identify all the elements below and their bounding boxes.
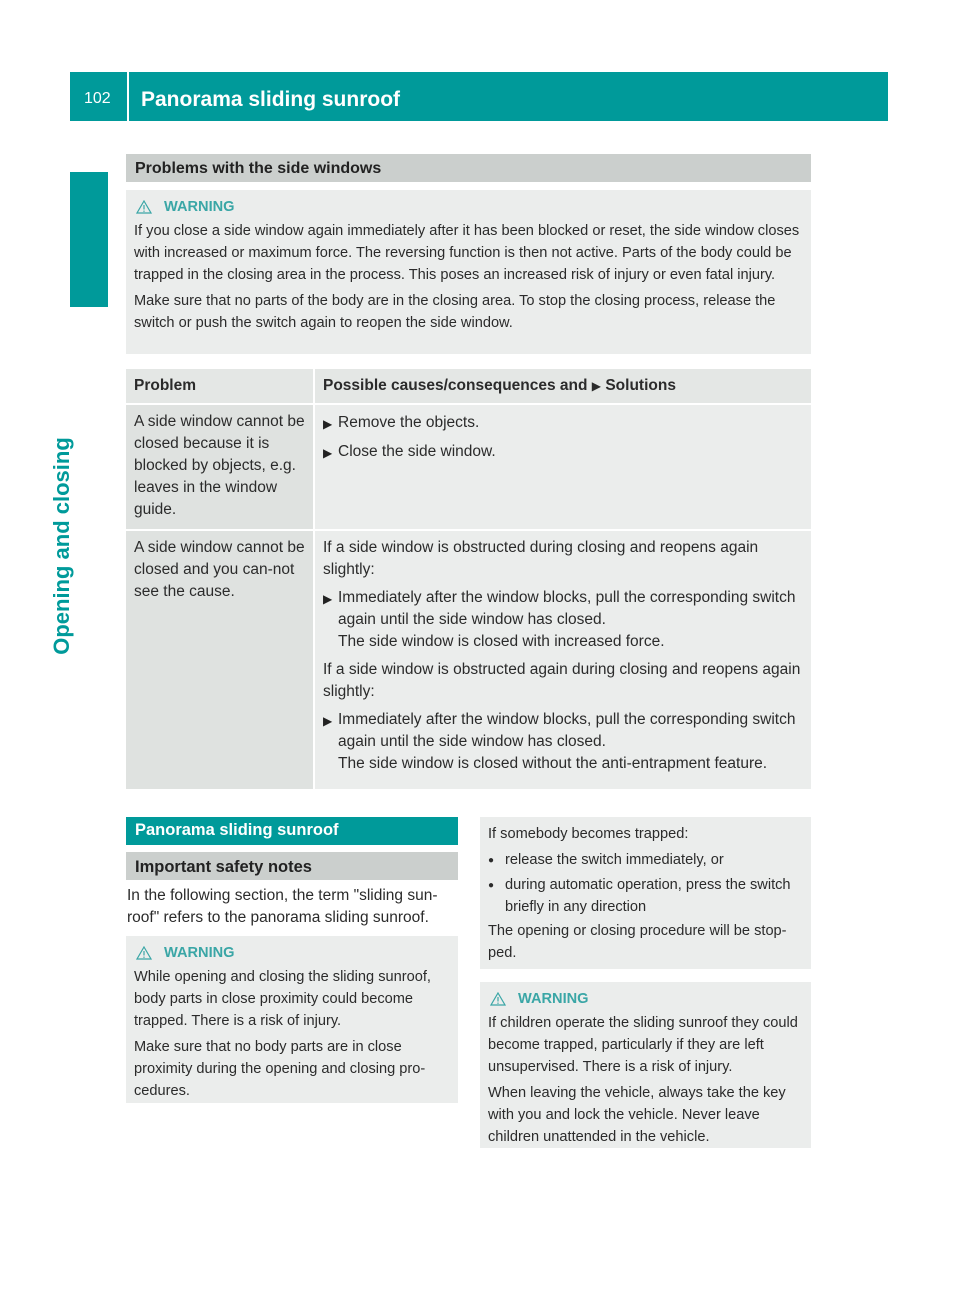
solution-intro: If a side window is obstructed during closing and reopens again slightly:: [323, 539, 759, 578]
warning-paragraph: If you close a side window again immediately after it has been blocked or reset, the side window closes with increased or maximum force. The reversing function is then not active. Parts of the body could be trapped in the closing area in the process. This poses an increased risk of injury or even fatal injury.: [134, 223, 800, 283]
solution-step: ▶ Immediately after the window blocks, pull the corresponding switch again until the side window has closed. The side window is closed with increased force.: [323, 587, 803, 653]
side-tab-label: Opening and closing: [49, 437, 74, 655]
solution-cell: [315, 529, 811, 789]
warning-paragraph: If children operate the sliding sunroof they could become trapped, particularly if they are left unsupervised. There is a risk of injury.: [488, 1015, 798, 1075]
solution-step: ▶ Immediately after the window blocks, pull the corresponding switch again until the side window has closed. The side window is closed without the anti-entrapment feature.: [323, 709, 803, 775]
page-header: [70, 72, 888, 121]
section-heading-side-windows: Problems with the side windows: [126, 154, 811, 182]
warning-box-side-windows: [126, 190, 811, 354]
warning-paragraph: While opening and closing the sliding sunroof, body parts in close proximity could become trapped. There is a risk of injury.: [134, 969, 431, 1029]
step-arrow-icon: ▶: [323, 592, 333, 606]
side-tab-marker: [70, 172, 108, 307]
step-arrow-icon: ▶: [323, 714, 333, 728]
list-item: ● release the switch immediately, or: [488, 849, 803, 872]
problem-cell: A side window cannot be closed because it is blocked by objects, e.g. leaves in the window guide.: [126, 403, 315, 529]
step-arrow-icon: ▶: [323, 417, 333, 431]
trapped-info-box: [480, 817, 811, 969]
page-number: 102: [84, 90, 111, 107]
problem-solution-table: [126, 369, 811, 789]
solution-cell: [315, 403, 811, 529]
table-header-row: [126, 369, 811, 403]
solution-step: ▶ Remove the objects.: [323, 412, 803, 435]
warning-box-children: [480, 982, 811, 1148]
trapped-intro: If somebody becomes trapped:: [488, 826, 689, 842]
section-heading-sunroof: Panorama sliding sunroof: [126, 817, 458, 845]
table-row: [126, 403, 811, 529]
warning-triangle-icon: [490, 992, 506, 1006]
list-item: ● during automatic operation, press the switch briefly in any direction: [488, 874, 803, 918]
warning-paragraph: Make sure that no parts of the body are in the closing area. To stop the closing process, release the switch or push the switch again to reopen the side window.: [134, 293, 776, 331]
step-arrow-icon: ▶: [323, 446, 333, 460]
trapped-outro: The opening or closing procedure will be stop-ped.: [488, 923, 787, 961]
solution-step: ▶ Close the side window.: [323, 441, 803, 464]
warning-paragraph: Make sure that no body parts are in close proximity during the opening and closing pro-cedures.: [134, 1039, 426, 1099]
problem-cell: A side window cannot be closed and you can-not see the cause.: [126, 529, 315, 789]
warning-triangle-icon: [136, 200, 152, 214]
subheading-safety-notes: Important safety notes: [126, 852, 458, 880]
warning-triangle-icon: [136, 946, 152, 960]
sunroof-intro: In the following section, the term "sliding sun-roof" refers to the panorama sliding sunroof.: [127, 887, 438, 926]
bullet-icon: ●: [488, 880, 495, 891]
solution-intro: If a side window is obstructed again during closing and reopens again slightly:: [323, 661, 801, 700]
warning-paragraph: When leaving the vehicle, always take the key with you and lock the vehicle. Never leave children unattended in the vehicle.: [488, 1085, 786, 1145]
bullet-icon: ●: [488, 855, 495, 866]
warning-box-sunroof: [126, 936, 458, 1103]
table-row: [126, 529, 811, 789]
header-title: Panorama sliding sunroof: [141, 88, 401, 111]
step-arrow-icon: ▶: [591, 379, 602, 393]
warning-title: WARNING: [490, 988, 803, 1010]
warning-title: WARNING: [136, 196, 803, 218]
header-divider: [127, 72, 129, 121]
column-header-problem: Problem: [126, 369, 315, 403]
warning-title: WARNING: [136, 942, 450, 964]
column-header-solutions: Possible causes/consequences and ▶ Solutions: [315, 369, 811, 403]
